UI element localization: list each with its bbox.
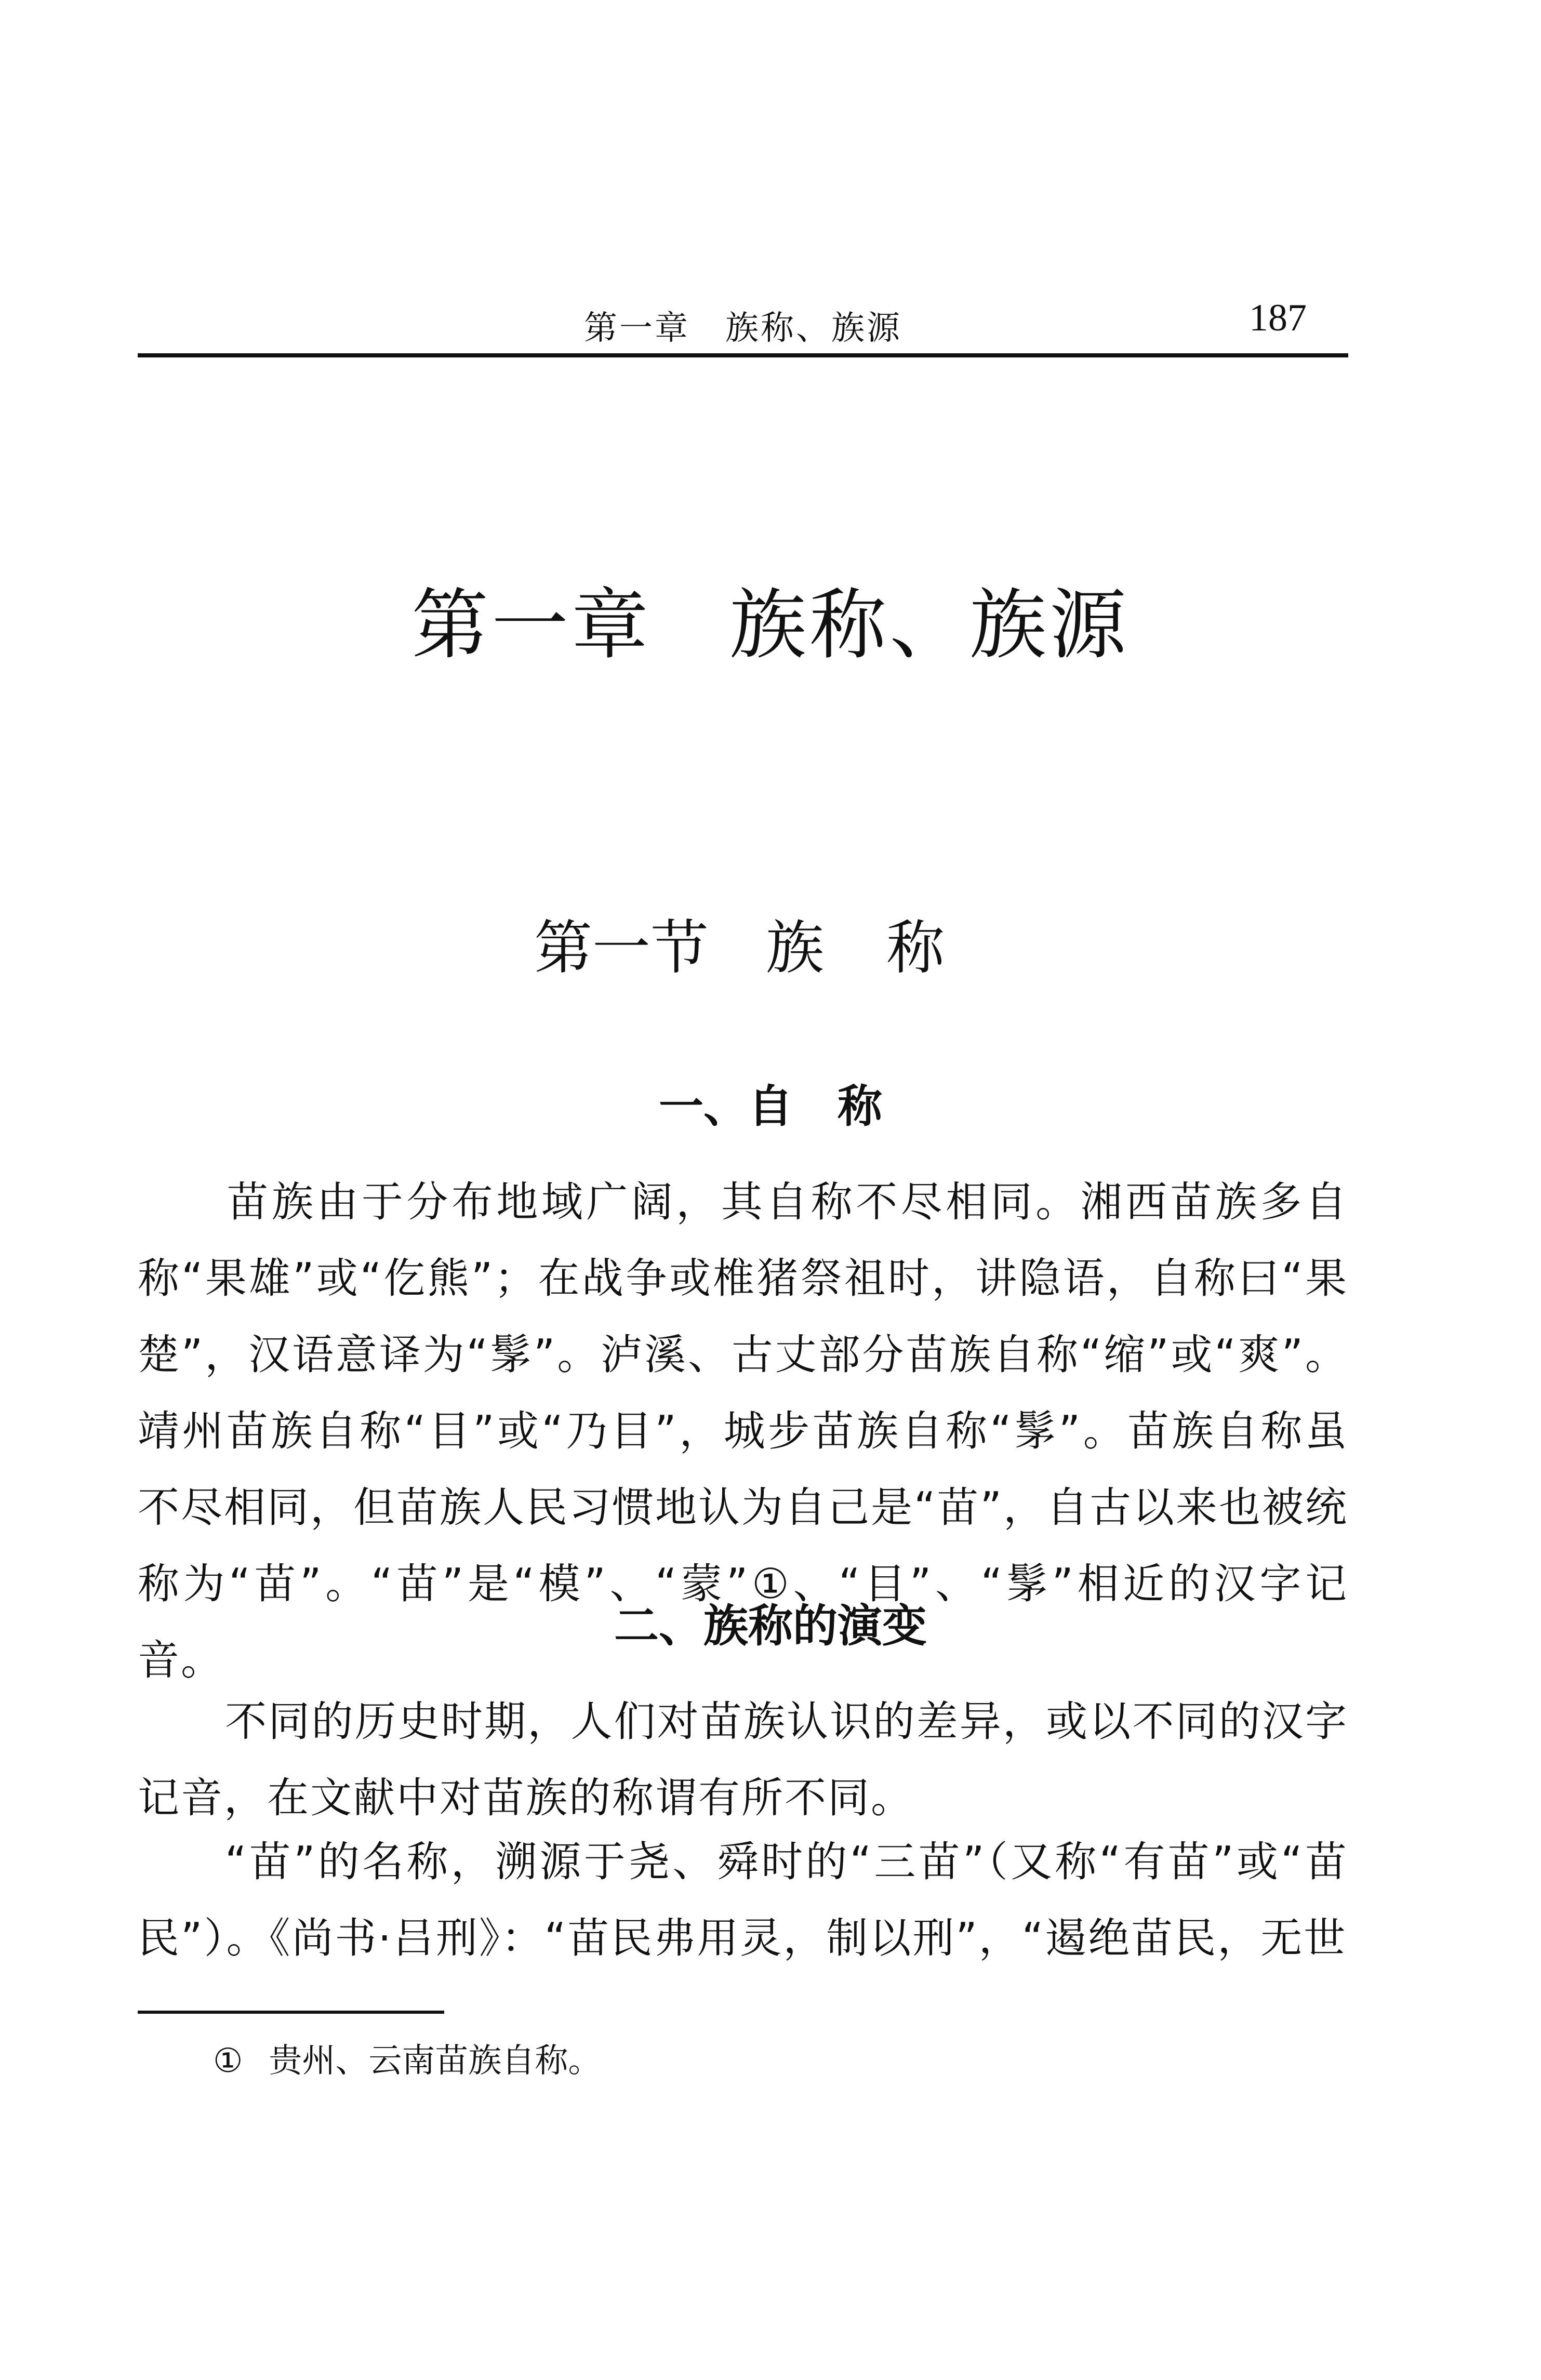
paragraph-name-evolution-2-text: “苗”的名称，溯源于尧、舜时的“三苗”（又称“有苗”或“苗民”）。《尚书·吕刑》：“苗民弗用灵，制以刑”，“遏绝苗民，无世: [138, 1838, 1348, 1962]
subsection-heading-self-name: 一、自 称: [659, 1081, 882, 1133]
footnote-rule: [138, 2011, 444, 2014]
chapter-name: 族称、族源: [729, 580, 1130, 670]
footnote-text: 贵州、云南苗族自称。: [269, 2042, 602, 2080]
chapter-label: 第一章: [411, 580, 652, 670]
paragraph-name-evolution-2: [138, 1824, 1348, 1976]
chapter-title: [0, 564, 1541, 674]
running-header-title: 第一章 族称、族源: [584, 309, 902, 348]
running-header: [138, 291, 1348, 353]
footnote: [213, 2034, 601, 2082]
paragraph-name-evolution-1-text: 不同的历史时期，人们对苗族认识的差异，或以不同的汉字记音，在文献中对苗族的称谓有所不同。: [138, 1697, 1348, 1822]
header-rule: [138, 353, 1348, 357]
page-number: 187: [1249, 297, 1307, 339]
section-label: 第一节: [534, 914, 709, 982]
paragraph-self-name-text: 苗族由于分布地域广阔，其自称不尽相同。湘西苗族多自称“果雄”或“仡熊”；在战争或椎猪祭祖时，讲隐语，自称曰“果楚”，汉语意译为“髳”。泸溪、古丈部分苗族自称“缩”或“爽”。靖州苗族自称“目”或“乃目”，城步苗族自称“髳”。苗族自称虽不尽相同，但苗族人民习惯地认为自己是“苗”，自古以来也被统称为“苗”。“苗”是“模”、“蒙”①、“目”、“髳”相近的汉字记音。: [138, 1178, 1348, 1684]
subsection-heading-name-evolution: 二、族称的演变: [614, 1600, 927, 1652]
paragraph-name-evolution-1: [138, 1683, 1348, 1836]
section-name: 族称: [766, 914, 1007, 982]
section-title: [0, 901, 1541, 985]
footnote-mark: ①: [213, 2042, 243, 2080]
